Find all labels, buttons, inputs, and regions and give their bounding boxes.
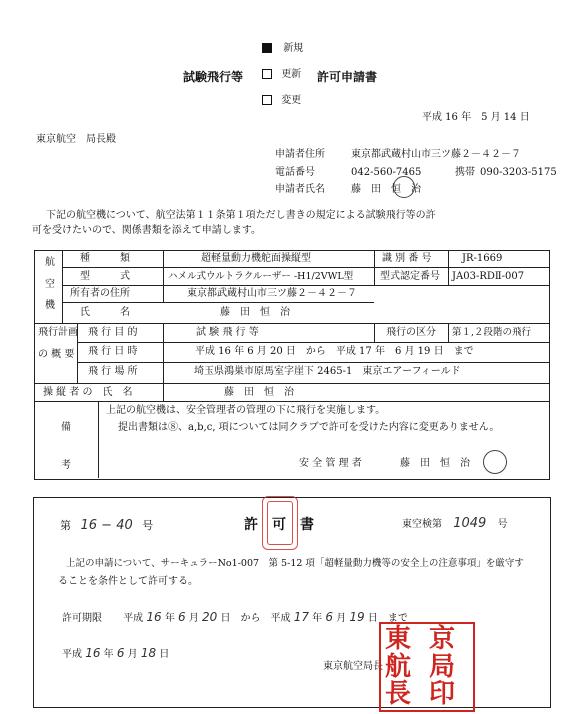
permit-number-prefix: 第 [60,519,71,532]
issue-date [62,647,169,660]
check-renew-label: 更新 [281,68,302,80]
model-value: ハメル式ウルトラクルーザー -H1/2VWL型 [168,271,354,282]
permit-title: 許 可 書 [244,517,314,533]
addressee: 東京航空 局長殿 [36,134,116,145]
place-value: 埼玉県鴻巣市原馬室字崖下 2465-1 東京エアーフィールド [194,366,461,377]
issue-month: 6 [116,646,125,660]
model-label: 型 式 [80,271,130,282]
seal-char: 局 [429,652,456,682]
personal-seal-icon [483,450,507,474]
office-number-value: 1049 [453,516,487,531]
seal-char: 長 [385,679,412,709]
issue-text: 日 [159,649,170,660]
reg-label: 識 別 番 号 [382,253,432,264]
seal-char: 印 [429,679,456,709]
intro-line-1: 下記の航空機について、航空法第１１条第１項ただし書きの規定による試験飛行等の許 [46,210,436,221]
permit-term [62,611,408,624]
issue-year: 16 [85,646,101,660]
term-month-1: 6 [178,610,186,624]
check-renew [262,69,301,80]
office-number-suffix: 号 [497,519,508,530]
issue-text: 平成 [62,649,82,660]
owner-name-label: 氏 名 [80,307,130,318]
term-month-2: 6 [325,610,333,624]
term-text: 年 [312,613,323,624]
plan-label-2: の 概 要 [38,349,75,360]
applicant-name: 藤 田 恒 治 [351,184,421,195]
term-day-1: 20 [202,610,218,624]
intro-line-2: 可を受けたいので、関係書類を添えて申請します。 [32,225,261,236]
remarks-line-2: 提出書類は⑧、a,b,c, 項については同クラブで許可を受けた内容に変更ありません。 [118,422,500,433]
office-number [402,517,507,530]
permit-body-1: 上記の申請について、サーキュラーNo1-007 第 5-12 項「超軽量動力機等の安全上の注意事項」を厳守す [66,558,524,569]
issue-text: 年 [103,649,114,660]
remarks-label-1: 備 [61,422,71,433]
pilot-value: 藤 田 恒 治 [224,387,294,398]
term-text: 日 から 平成 [220,613,291,624]
term-text: 年 [164,613,175,624]
check-change [262,95,301,106]
term-text: 月 [336,613,347,624]
applicant-address: 東京都武蔵村山市三ツ藤２－４２－７ [351,149,521,160]
applicant-mobile-label: 携帯 [455,167,475,178]
title-right: 許可申請書 [317,70,378,84]
permit-number [60,519,153,532]
term-text: 日 まで [367,613,408,624]
permit-number-value: 16 − 40 [80,518,133,533]
application-date: 平成 16 年 5 月 14 日 [422,112,530,123]
period-label: 飛 行 日 時 [88,346,138,357]
kind-label: 種 類 [80,253,130,264]
applicant-phone-label: 電話番号 [275,167,315,178]
issuer: 東京航空局長 [323,661,383,672]
place-label: 飛 行 場 所 [88,366,138,377]
checkbox-filled-icon [262,43,272,53]
applicant-phone: 042-560-7465 [351,167,422,178]
period-value: 平成 16 年 6 月 20 日 から 平成 17 年 6 月 19 日 まで [195,346,474,357]
applicant-name-label: 申請者氏名 [275,184,325,195]
class-value: 第１,２段階の飛行 [452,327,532,338]
safety-manager-label: 安 全 管 理 者 [299,458,362,469]
purpose-value: 試 験 飛 行 等 [196,327,259,338]
term-label: 許可期限 [62,613,102,624]
aircraft-label-3: 機 [45,300,55,311]
term-day-2: 19 [349,610,365,624]
cert-label: 型式認定番号 [380,271,440,282]
plan-label-1: 飛行計画 [38,327,78,338]
term-year-2: 17 [293,610,309,624]
title-left: 試験飛行等 [183,70,244,84]
official-seal-icon [379,622,475,712]
kind-value: 超軽量動力機舵面操縦型 [201,253,311,264]
check-change-label: 変更 [281,94,302,106]
term-year-1: 16 [146,610,162,624]
aircraft-label-1: 航 [45,257,55,268]
owner-name: 藤 田 恒 治 [220,307,290,318]
check-new-label: 新規 [283,42,304,54]
office-number-label: 東空検第 [402,519,442,530]
check-new [262,43,303,54]
owner-address-label: 所有者の住所 [70,288,130,299]
term-text: 月 [188,613,199,624]
red-seal-icon [262,496,298,550]
aircraft-label-2: 空 [45,279,55,290]
permit-number-suffix: 号 [142,519,154,532]
safety-manager-name: 藤 田 恒 治 [400,458,470,469]
remarks-label-2: 考 [61,460,71,471]
personal-seal-icon [393,176,415,198]
checkbox-empty-icon [262,95,272,105]
applicant-address-label: 申請者住所 [275,149,325,160]
seal-char: 東 [385,624,412,654]
owner-address: 東京都武蔵村山市三ツ藤２－４２－７ [187,288,357,299]
term-text: 平成 [123,613,144,624]
seal-char: 航 [385,652,412,682]
checkbox-empty-icon [262,69,272,79]
purpose-label: 飛 行 目 的 [88,327,138,338]
pilot-label: 操 縦 者 の 氏 名 [43,387,133,398]
remarks-line-1: 上記の航空機は、安全管理者の管理の下に飛行を実施します。 [106,405,386,416]
seal-char: 京 [429,624,456,654]
cert-value: JA03-RDⅡ-007 [452,271,525,282]
issue-text: 月 [127,649,138,660]
applicant-mobile: 090-3203-5175 [480,167,557,178]
reg-value: JR-1669 [462,253,503,264]
permit-body-2: ることを条件として許可する。 [58,576,198,587]
class-label: 飛行の区分 [386,327,436,338]
issue-day: 18 [140,646,157,660]
